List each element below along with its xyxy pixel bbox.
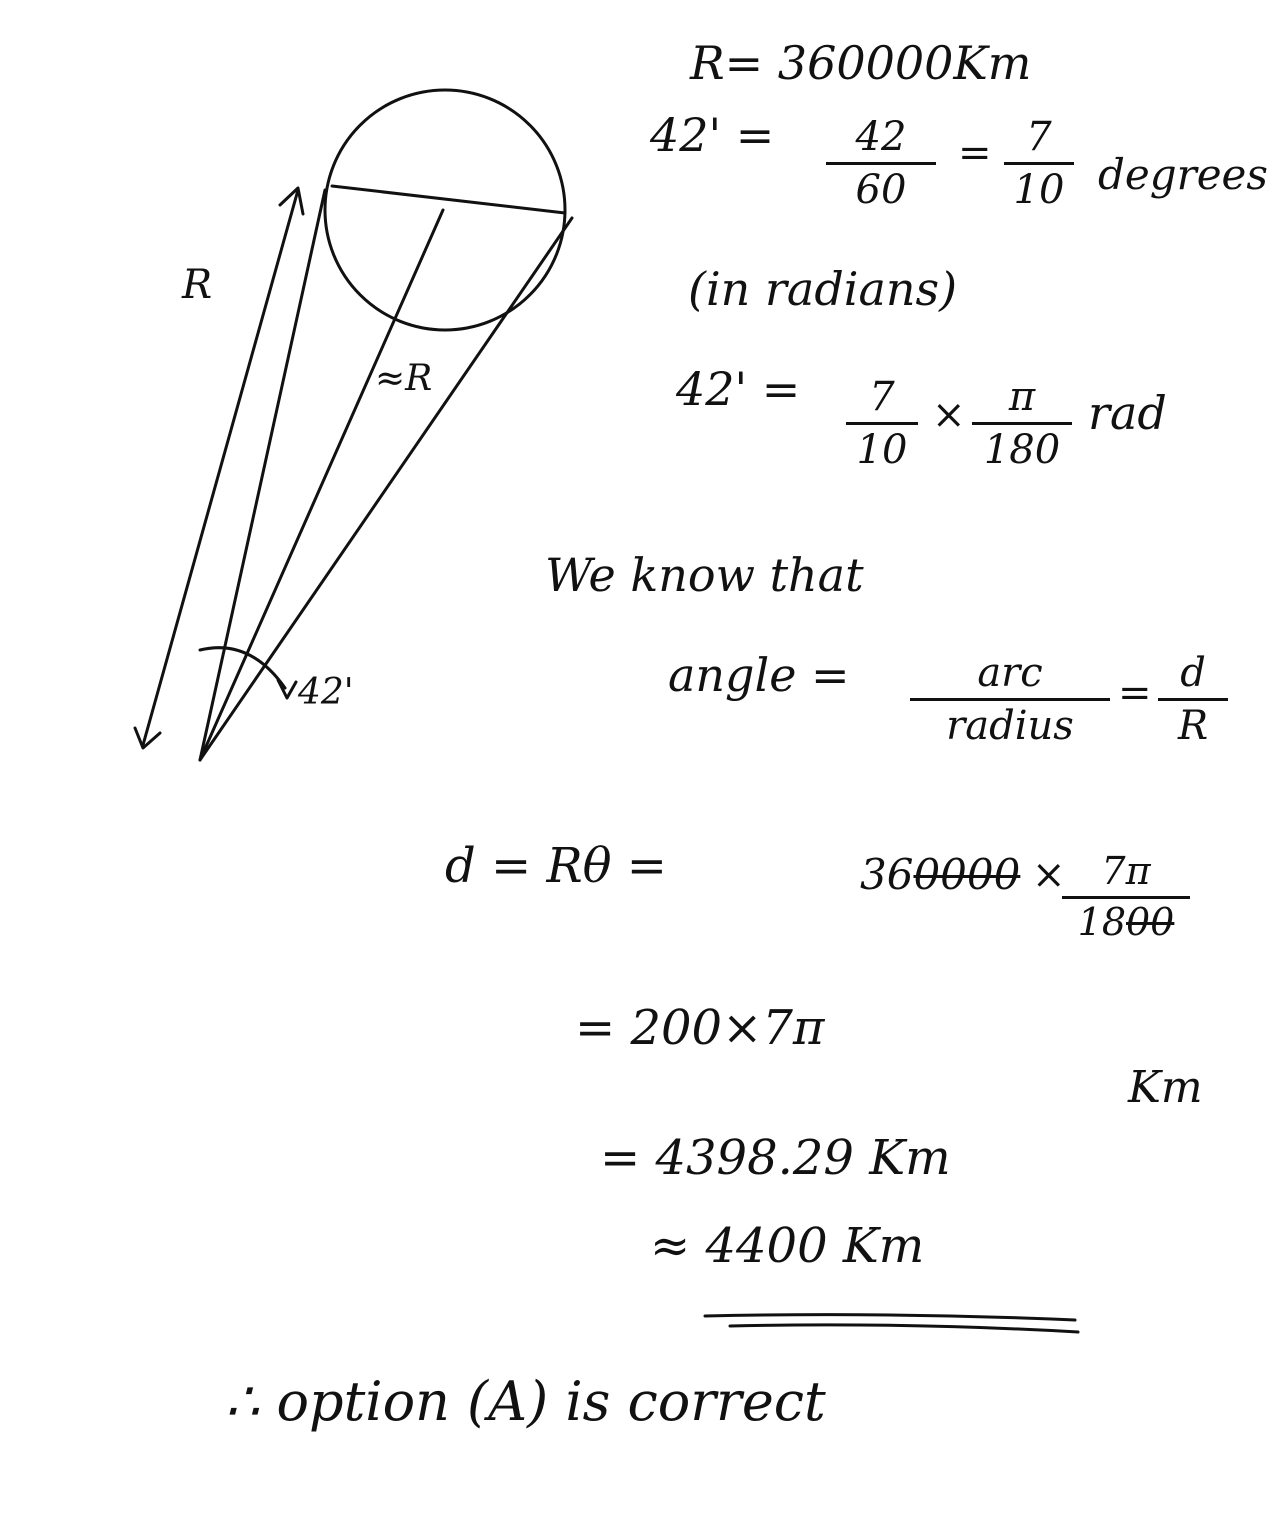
conv-lhs: 42' = — [650, 108, 775, 162]
angle-num2: d — [1180, 650, 1206, 696]
conv-den: 60 — [855, 167, 907, 213]
conv-den2: 10 — [1013, 167, 1065, 213]
angle-lhs: angle = — [668, 648, 850, 702]
d-value — [860, 850, 1020, 899]
d-den-kept: 18 — [1077, 899, 1126, 944]
d-times: × — [1032, 852, 1066, 898]
lower-tangent-ray — [200, 218, 572, 760]
angle-den2: R — [1177, 703, 1209, 749]
step-2: = 4398.29 Km — [600, 1130, 951, 1186]
rad-unit: rad — [1088, 386, 1167, 440]
rad-num: 7 — [869, 374, 895, 420]
diagram-label-approx-r: ≈R — [375, 358, 433, 399]
angle-fraction-2 — [1158, 652, 1228, 747]
angle-pointer — [278, 680, 296, 698]
diagram-label-angle: 42' — [298, 672, 354, 713]
in-radians: (in radians) — [688, 262, 958, 316]
d-value-kept: 36 — [860, 850, 914, 899]
d-value-struck: 0000 — [913, 850, 1021, 899]
rad-den: 10 — [856, 427, 908, 473]
conv-num2: 7 — [1026, 114, 1052, 160]
conv-eq: = — [958, 130, 992, 176]
rad-fraction-2 — [972, 376, 1072, 471]
rad-fraction-1 — [846, 376, 918, 471]
d-den-struck: 00 — [1126, 899, 1175, 944]
d-num: 7π — [1101, 849, 1151, 893]
angle-fraction-1 — [910, 652, 1110, 747]
rad-den2: 180 — [983, 427, 1061, 473]
rad-times: × — [932, 392, 966, 438]
radius-line: R= 360000Km — [690, 36, 1032, 90]
d-den — [1062, 899, 1190, 944]
moon-diameter — [332, 186, 565, 213]
angle-num: arc — [977, 650, 1043, 696]
step-1-unit: Km — [1128, 1062, 1203, 1113]
diagram-label-r: R — [182, 262, 213, 308]
step-1: = 200×7π — [575, 1000, 825, 1056]
we-know-that: We know that — [545, 548, 864, 602]
rad-lhs: 42' = — [676, 362, 801, 416]
angle-eq: = — [1118, 670, 1152, 716]
d-equation-lhs: d = Rθ = — [445, 838, 667, 894]
conv-fraction-1 — [826, 116, 936, 211]
conv-num: 42 — [855, 114, 907, 160]
d-fraction — [1062, 849, 1190, 944]
conclusion: ∴ option (A) is correct — [225, 1370, 826, 1433]
conv-fraction-2 — [1004, 116, 1074, 211]
angle-den: radius — [946, 703, 1074, 749]
step-3: ≈ 4400 Km — [650, 1218, 925, 1274]
double-underline — [700, 1310, 1090, 1340]
conv-unit: degrees — [1098, 150, 1268, 199]
rad-num2: π — [1008, 374, 1036, 420]
